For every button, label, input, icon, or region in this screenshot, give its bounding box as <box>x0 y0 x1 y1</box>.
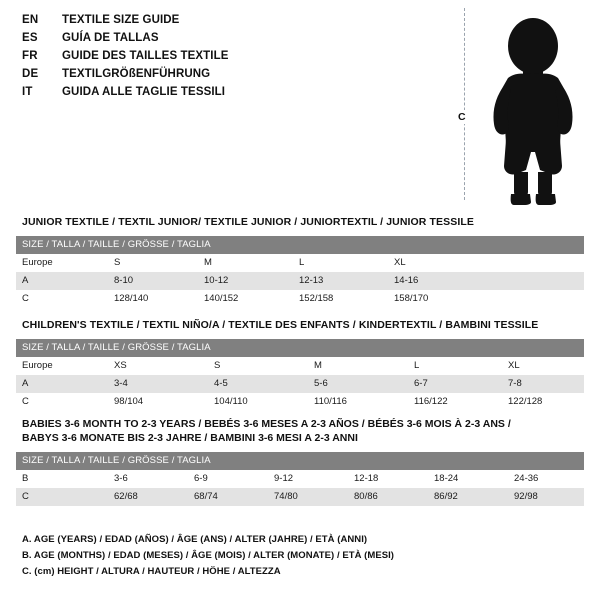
language-code-it: IT <box>22 86 33 98</box>
junior-c-v1: 128/140 <box>108 290 198 308</box>
table-row <box>16 357 584 375</box>
header-row-it <box>22 86 422 104</box>
language-code-en: EN <box>22 14 39 26</box>
footnote-a: A. AGE (YEARS) / EDAD (AÑOS) / ÂGE (ANS) / ALTER (JAHRE) / ETÀ (ANNI) <box>22 534 368 545</box>
junior-europe-v1: S <box>108 254 198 272</box>
children-row-label-c: C <box>16 393 108 411</box>
children-size-header: SIZE / TALLA / TAILLE / GRÖSSE / TAGLIA <box>16 339 584 357</box>
children-europe-v3: M <box>308 357 408 375</box>
children-europe-v2: S <box>208 357 308 375</box>
language-header-block <box>22 14 422 104</box>
table-junior <box>16 236 584 308</box>
babies-c-v1: 62/68 <box>108 488 188 506</box>
children-europe-v1: XS <box>108 357 208 375</box>
language-code-fr: FR <box>22 50 38 62</box>
babies-b-v5: 18-24 <box>428 470 508 488</box>
junior-c-v4: 158/170 <box>388 290 483 308</box>
header-title-es: GUÍA DE TALLAS <box>62 32 159 44</box>
junior-a-v4: 14-16 <box>388 272 483 290</box>
babies-c-v5: 86/92 <box>428 488 508 506</box>
babies-b-v2: 6-9 <box>188 470 268 488</box>
junior-c-v2: 140/152 <box>198 290 293 308</box>
babies-b-v4: 12-18 <box>348 470 428 488</box>
children-c-v4: 116/122 <box>408 393 502 411</box>
junior-europe-v4: XL <box>388 254 483 272</box>
children-a-v4: 6-7 <box>408 375 502 393</box>
babies-c-v6: 92/98 <box>508 488 584 506</box>
junior-c-v3: 152/158 <box>293 290 388 308</box>
footnote-b: B. AGE (MONTHS) / EDAD (MESES) / ÂGE (MOIS) / ALTER (MONATE) / ETÀ (MESI) <box>22 550 395 561</box>
language-code-de: DE <box>22 68 39 80</box>
child-silhouette-icon <box>478 6 588 206</box>
height-measure-line <box>464 8 465 200</box>
measure-label-c: C <box>458 111 466 123</box>
header-row-es <box>22 32 422 50</box>
table-row <box>16 272 584 290</box>
table-row <box>16 290 584 308</box>
children-a-v3: 5-6 <box>308 375 408 393</box>
junior-row-label-europe: Europe <box>16 254 108 272</box>
babies-row-label-b: B <box>16 470 108 488</box>
header-row-de <box>22 68 422 86</box>
junior-europe-v2: M <box>198 254 293 272</box>
children-a-v5: 7-8 <box>502 375 584 393</box>
footnote-block <box>22 532 582 580</box>
babies-b-v6: 24-36 <box>508 470 584 488</box>
table-row <box>16 236 584 254</box>
table-children <box>16 339 584 411</box>
babies-title-line2: BABYS 3-6 MONATE BIS 2-3 JAHRE / BAMBINI 3-6 MESI A 2-3 ANNI <box>22 431 358 444</box>
footnote-c: C. (cm) HEIGHT / ALTURA / HAUTEUR / HÖHE / ALTEZZA <box>22 566 281 577</box>
header-row-fr <box>22 50 422 68</box>
table-row <box>16 452 584 470</box>
babies-row-label-c: C <box>16 488 108 506</box>
children-europe-v4: L <box>408 357 502 375</box>
children-a-v1: 3-4 <box>108 375 208 393</box>
header-title-fr: GUIDE DES TAILLES TEXTILE <box>62 50 229 62</box>
children-c-v2: 104/110 <box>208 393 308 411</box>
junior-a-v1: 8-10 <box>108 272 198 290</box>
babies-c-v3: 74/80 <box>268 488 348 506</box>
junior-a-v2: 10-12 <box>198 272 293 290</box>
children-c-v5: 122/128 <box>502 393 584 411</box>
junior-row-label-c: C <box>16 290 108 308</box>
children-row-label-a: A <box>16 375 108 393</box>
table-row <box>16 393 584 411</box>
children-c-v3: 110/116 <box>308 393 408 411</box>
junior-a-v3: 12-13 <box>293 272 388 290</box>
table-row <box>16 339 584 357</box>
babies-size-header: SIZE / TALLA / TAILLE / GRÖSSE / TAGLIA <box>16 452 584 470</box>
section-title-children: CHILDREN'S TEXTILE / TEXTIL NIÑO/A / TEXTILE DES ENFANTS / KINDERTEXTIL / BAMBINI TESSILE <box>22 319 539 331</box>
junior-europe-v5 <box>483 254 584 272</box>
children-c-v1: 98/104 <box>108 393 208 411</box>
table-row <box>16 375 584 393</box>
junior-row-label-a: A <box>16 272 108 290</box>
section-title-junior: JUNIOR TEXTILE / TEXTIL JUNIOR/ TEXTILE JUNIOR / JUNIORTEXTIL / JUNIOR TESSILE <box>22 216 474 228</box>
babies-title-line1: BABIES 3-6 MONTH TO 2-3 YEARS / BEBÉS 3-6 MESES A 2-3 AÑOS / BÉBÉS 3-6 MOIS À 2-3 ANS / <box>22 418 511 430</box>
babies-c-v2: 68/74 <box>188 488 268 506</box>
table-babies <box>16 452 584 506</box>
header-title-de: TEXTILGRÖßENFÜHRUNG <box>62 68 211 80</box>
table-row <box>16 488 584 506</box>
babies-c-v4: 80/86 <box>348 488 428 506</box>
babies-b-v1: 3-6 <box>108 470 188 488</box>
babies-b-v3: 9-12 <box>268 470 348 488</box>
junior-size-header: SIZE / TALLA / TAILLE / GRÖSSE / TAGLIA <box>16 236 584 254</box>
table-row <box>16 470 584 488</box>
children-a-v2: 4-5 <box>208 375 308 393</box>
junior-a-v5 <box>483 272 584 290</box>
header-row-en <box>22 14 422 32</box>
section-title-babies <box>22 418 511 445</box>
junior-c-v5 <box>483 290 584 308</box>
language-code-es: ES <box>22 32 38 44</box>
children-europe-v5: XL <box>502 357 584 375</box>
measurement-figure <box>440 6 590 206</box>
children-row-label-europe: Europe <box>16 357 108 375</box>
header-title-it: GUIDA ALLE TAGLIE TESSILI <box>62 86 226 98</box>
junior-europe-v3: L <box>293 254 388 272</box>
table-row <box>16 254 584 272</box>
header-title-en: TEXTILE SIZE GUIDE <box>62 14 180 26</box>
